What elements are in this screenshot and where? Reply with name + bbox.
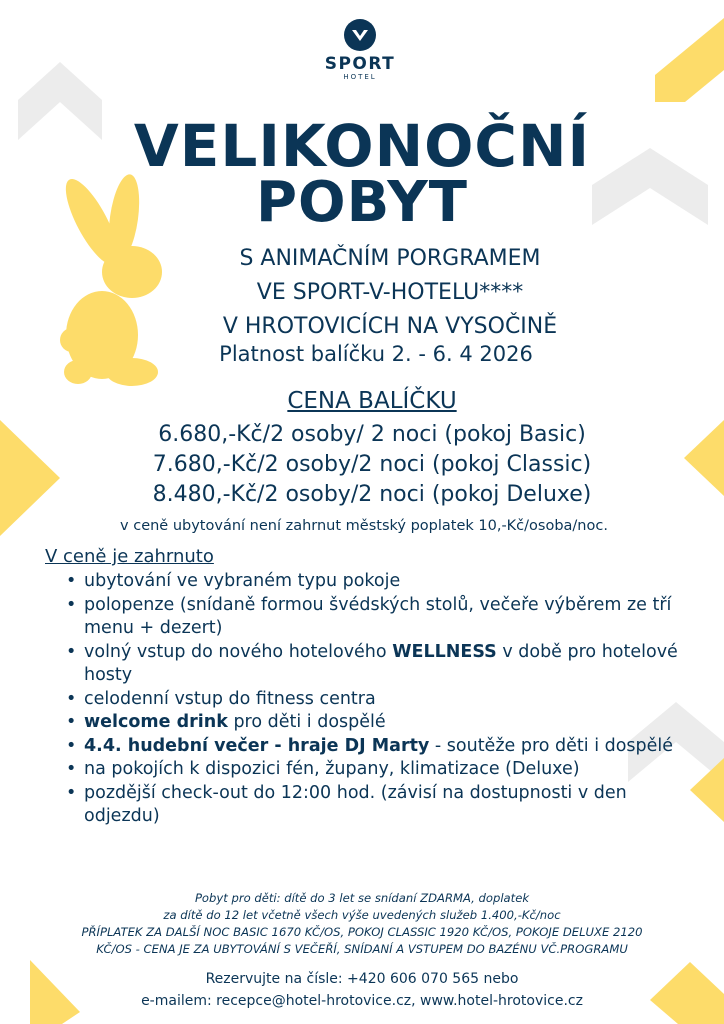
validity-dates: Platnost balíčku 2. - 6. 4 2026: [219, 342, 533, 366]
list-item: • pozdější check-out do 12:00 hod. (závisí na dostupnosti v den odjezdu): [84, 782, 684, 829]
list-item: • polopenze (snídaně formou švédských stolů, večeře výběrem ze tří menu + dezert): [84, 594, 684, 641]
contact-info: [0, 968, 724, 1012]
list-item: • celodenní vstup do fitness centra: [84, 688, 684, 712]
page-title-line2: POBYT: [255, 170, 469, 235]
list-item: • volný vstup do nového hotelového WELLNESS v době pro hotelové hosty: [84, 641, 684, 688]
subtitle: [190, 242, 590, 344]
price-classic: 7.680,-Kč/2 osoby/2 noci (pokoj Classic): [152, 452, 592, 477]
included-list: [84, 570, 684, 829]
notes-line3: PŘÍPLATEK ZA DALŠÍ NOC BASIC 1670 KČ/OS, POKOJ CLASSIC 1920 KČ/OS, POKOJE DELUXE 2120: [81, 925, 643, 939]
contact-email-web: e-mailem: recepce@hotel-hrotovice.cz, www.hotel-hrotovice.cz: [141, 993, 583, 1009]
hotel-logo: [310, 18, 410, 81]
list-item: • 4.4. hudební večer - hraje DJ Marty - soutěže pro děti i dospělé: [84, 735, 684, 759]
list-item: • welcome drink pro děti i dospělé: [84, 711, 684, 735]
price-deluxe: 8.480,-Kč/2 osoby/2 noci (pokoj Deluxe): [152, 482, 592, 507]
included-heading: V ceně je zahrnuto: [45, 546, 214, 567]
page-title-line1: VELIKONOČNÍ: [133, 112, 591, 180]
price-heading: CENA BALÍČKU: [287, 388, 457, 414]
notes-line4: KČ/OS - CENA JE ZA UBYTOVÁNÍ S VEČEŘÍ, SNÍDANÍ A VSTUPEM DO BAZÉNU VČ.PROGRAMU: [96, 942, 628, 956]
logo-name: SPORT: [324, 54, 396, 74]
notes-line1: Pobyt pro děti: dítě do 3 let se snídaní ZDARMA, doplatek: [194, 891, 530, 905]
subtitle-line1: S ANIMAČNÍM PORGRAMEM: [239, 246, 541, 271]
city-fee-note: v ceně ubytování není zahrnut městský poplatek 10,-Kč/osoba/noc.: [120, 518, 608, 534]
price-basic: 6.680,-Kč/2 osoby/ 2 noci (pokoj Basic): [158, 422, 586, 447]
yellow-chevron-top-right: [655, 18, 724, 102]
logo-emblem-icon: [343, 18, 377, 52]
footer-notes: [20, 890, 704, 958]
list-item: • ubytování ve vybraném typu pokoje: [84, 570, 684, 594]
subtitle-line3: V HROTOVICÍCH NA VYSOČINĚ: [222, 314, 558, 339]
list-item: • na pokojích k dispozici fén, župany, klimatizace (Deluxe): [84, 758, 684, 782]
notes-line2: za dítě do 12 let včetně všech výše uvedených služeb 1.400,-Kč/noc: [163, 908, 561, 922]
contact-phone: Rezervujte na čísle: +420 606 070 565 nebo: [205, 971, 519, 987]
subtitle-line2: VE SPORT-V-HOTELU****: [256, 280, 524, 305]
price-list: [0, 420, 724, 510]
logo-subtitle: HOTEL: [343, 73, 377, 81]
